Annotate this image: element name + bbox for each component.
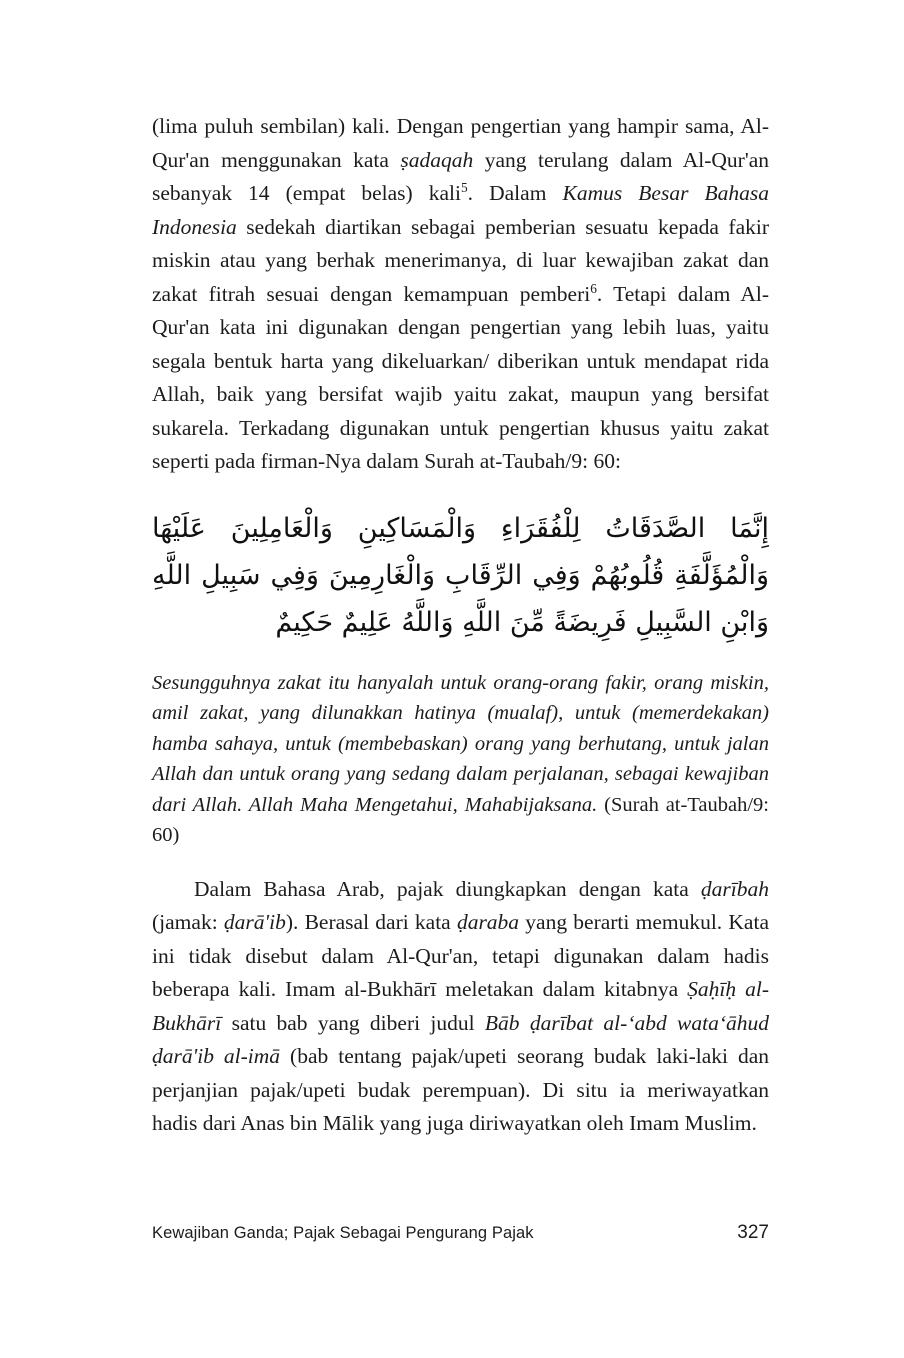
page-footer bbox=[152, 1222, 769, 1244]
page-content bbox=[152, 110, 769, 1141]
paragraph-sadaqah: (lima puluh sembilan) kali. Dengan pengertian yang hampir sama, Al-Qur'an menggunakan kata ṣadaqah yang terulang dalam Al-Qur'an sebanyak 14 (empat belas) kali$^5$. Dalam Kamus Besar Bahasa Indonesia sedekah diartikan sebagai pemberian sesuatu kepada fakir miskin atau yang berhak menerimanya, di luar kewajiban zakat dan zakat fitrah sesuai dengan kemampuan pemberi$^6$. Tetapi dalam Al-Qur'an kata ini digunakan dengan pengertian yang lebih luas, yaitu segala bentuk harta yang dikeluarkan/ diberikan untuk mendapat rida Allah, baik yang bersifat wajib yaitu zakat, maupun yang bersifat sukarela. Terkadang digunakan untuk pengertian khusus yaitu zakat seperti pada firman-Nya dalam Surah at-Taubah/9: 60: bbox=[152, 114, 770, 473]
page-number: 327 bbox=[737, 1222, 769, 1243]
running-title: Kewajiban Ganda; Pajak Sebagai Pengurang Pajak bbox=[152, 1224, 534, 1242]
arabic-quran-verse: إِنَّمَا الصَّدَقَاتُ لِلْفُقَرَاءِ وَالْمَسَاكِينِ وَالْعَامِلِينَ عَلَيْهَا وَالْمُؤَلَّفَةِ قُلُوبُهُمْ وَفِي الرِّقَابِ وَالْغَارِمِينَ وَفِي سَبِيلِ اللَّهِ وَابْنِ السَّبِيلِ فَرِيضَةً مِّنَ اللَّهِ وَاللَّهُ عَلِيمٌ حَكِيمٌ bbox=[152, 512, 769, 638]
verse-translation: Sesungguhnya zakat itu hanyalah untuk orang-orang fakir, orang miskin, amil zakat, yang dilunakkan hatinya (mualaf), untuk (memerdekakan) hamba sahaya, untuk (membebaskan) orang yang berhutang, untuk jalan Allah dan untuk orang yang sedang dalam perjalanan, sebagai kewajiban dari Allah. Allah Maha Mengetahui, Mahabijaksana. (Surah at-Taubah/9: 60) bbox=[152, 671, 769, 846]
paragraph-daribah: Dalam Bahasa Arab, pajak diungkapkan dengan kata ḍarībah (jamak: ḍarā'ib). Berasal dari kata ḍaraba yang berarti memukul. Kata ini tidak disebut dalam Al-Qur'an, tetapi digunakan dalam hadis beberapa kali. Imam al-Bukhārī meletakan dalam kitabnya Ṣaḥīḥ al-Bukhārī satu bab yang diberi judul Bāb ḍarībat al-ʻabd wataʻāhud ḍarā'ib al-imā (bab tentang pajak/upeti seorang budak laki-laki dan perjanjian pajak/upeti budak perempuan). Di situ ia meriwayatkan hadis dari Anas bin Mālik yang juga diriwayatkan oleh Imam Muslim. bbox=[152, 876, 770, 1135]
